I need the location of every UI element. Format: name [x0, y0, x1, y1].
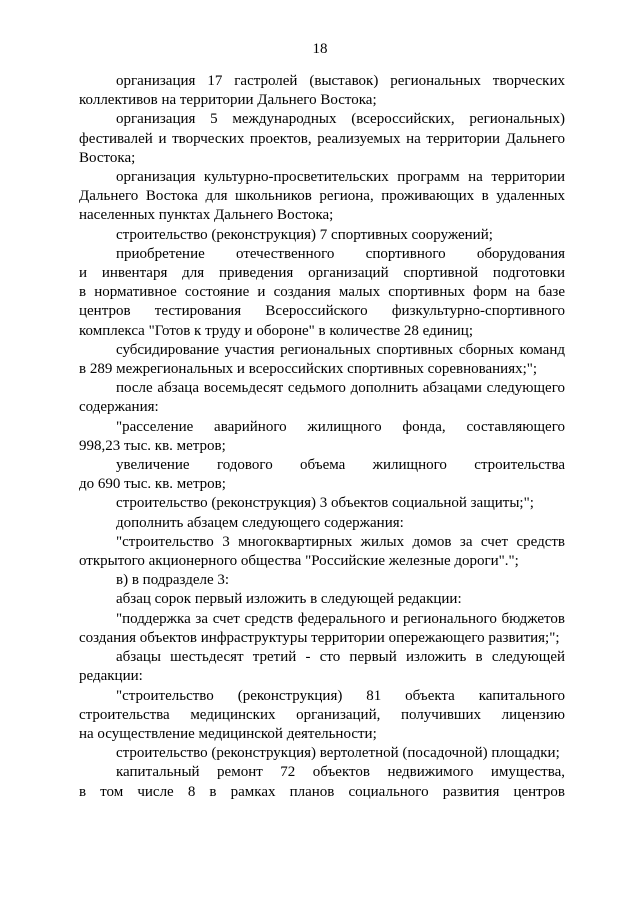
paragraph	[79, 72, 565, 110]
text-line: организация 5 международных (всероссийских, региональных)	[116, 111, 565, 128]
text-line: строительства медицинских организаций, получивших лицензию	[79, 706, 565, 723]
text-line: 998,23 тыс. кв. метров;	[79, 437, 226, 454]
text-line: в нормативное состояние и создания малых спортивных форм на базе	[79, 284, 565, 301]
text-line: коллективов на территории Дальнего Востока;	[79, 92, 377, 109]
text-line: абзац сорок первый изложить в следующей редакции:	[116, 591, 462, 608]
text-line: после абзаца восемьдесят седьмого дополнить абзацами следующего	[116, 380, 565, 397]
text-line: организация 17 гастролей (выставок) региональных творческих	[116, 73, 565, 89]
text-line: дополнить абзацем следующего содержания:	[116, 514, 404, 531]
text-line: "строительство (реконструкция) 81 объекта капитального	[116, 687, 565, 704]
paragraph	[79, 456, 565, 494]
text-line: создания объектов инфраструктуры территории опережающего развития;";	[79, 629, 560, 646]
text-line: в том числе 8 в рамках планов социального развития центров	[79, 783, 565, 800]
text-line: комплекса "Готов к труду и обороне" в количестве 28 единиц;	[79, 322, 473, 339]
paragraph	[79, 763, 565, 801]
text-line: населенных пунктах Дальнего Востока;	[79, 207, 334, 224]
paragraph	[79, 341, 565, 379]
paragraph	[79, 571, 565, 590]
paragraph	[79, 168, 565, 226]
paragraph	[79, 110, 565, 168]
text-line: капитальный ремонт 72 объектов недвижимого имущества,	[116, 764, 565, 781]
text-line: "строительство 3 многоквартирных жилых домов за счет средств	[116, 533, 565, 550]
paragraph	[79, 226, 565, 245]
document-body	[79, 72, 565, 802]
text-line: редакции:	[79, 668, 143, 685]
text-line: приобретение отечественного спортивного оборудования	[116, 245, 565, 262]
text-line: в 289 межрегиональных и всероссийских спортивных соревнованиях;";	[79, 361, 538, 378]
paragraph	[79, 514, 565, 533]
text-line: "поддержка за счет средств федерального и регионального бюджетов	[116, 610, 565, 627]
text-line: увеличение годового объема жилищного строительства	[116, 457, 565, 474]
paragraph	[79, 590, 565, 609]
text-line: Дальнего Востока для школьников региона, проживающих в удаленных	[79, 188, 565, 205]
paragraph	[79, 744, 565, 763]
paragraph	[79, 245, 565, 341]
text-line: субсидирование участия региональных спортивных сборных команд	[116, 341, 565, 358]
text-line: строительство (реконструкция) вертолетной (посадочной) площадки;	[116, 745, 560, 762]
text-line: Востока;	[79, 149, 136, 166]
text-line: на осуществление медицинской деятельности;	[79, 725, 377, 742]
paragraph	[79, 687, 565, 745]
paragraph	[79, 379, 565, 417]
text-line: строительство (реконструкция) 7 спортивных сооружений;	[116, 226, 493, 243]
paragraph	[79, 610, 565, 648]
page-number: 18	[312, 41, 328, 57]
text-line: до 690 тыс. кв. метров;	[79, 476, 226, 493]
text-line: содержания:	[79, 399, 159, 416]
text-line: открытого акционерного общества "Российские железные дороги".";	[79, 553, 519, 570]
text-line: организация культурно-просветительских программ на территории	[116, 169, 565, 186]
paragraph	[79, 533, 565, 571]
paragraph	[79, 494, 565, 513]
text-line: строительство (реконструкция) 3 объектов социальной защиты;";	[116, 495, 534, 512]
text-line: фестивалей и творческих проектов, реализуемых на территории Дальнего	[79, 130, 565, 147]
text-line: "расселение аварийного жилищного фонда, составляющего	[116, 418, 565, 435]
paragraph	[79, 648, 565, 686]
paragraph	[79, 418, 565, 456]
text-line: в) в подразделе 3:	[116, 572, 230, 589]
text-line: абзацы шестьдесят третий - сто первый изложить в следующей	[116, 649, 565, 666]
text-line: центров тестирования Всероссийского физкультурно-спортивного	[79, 303, 565, 320]
text-line: и инвентаря для приведения организаций спортивной подготовки	[79, 265, 565, 282]
